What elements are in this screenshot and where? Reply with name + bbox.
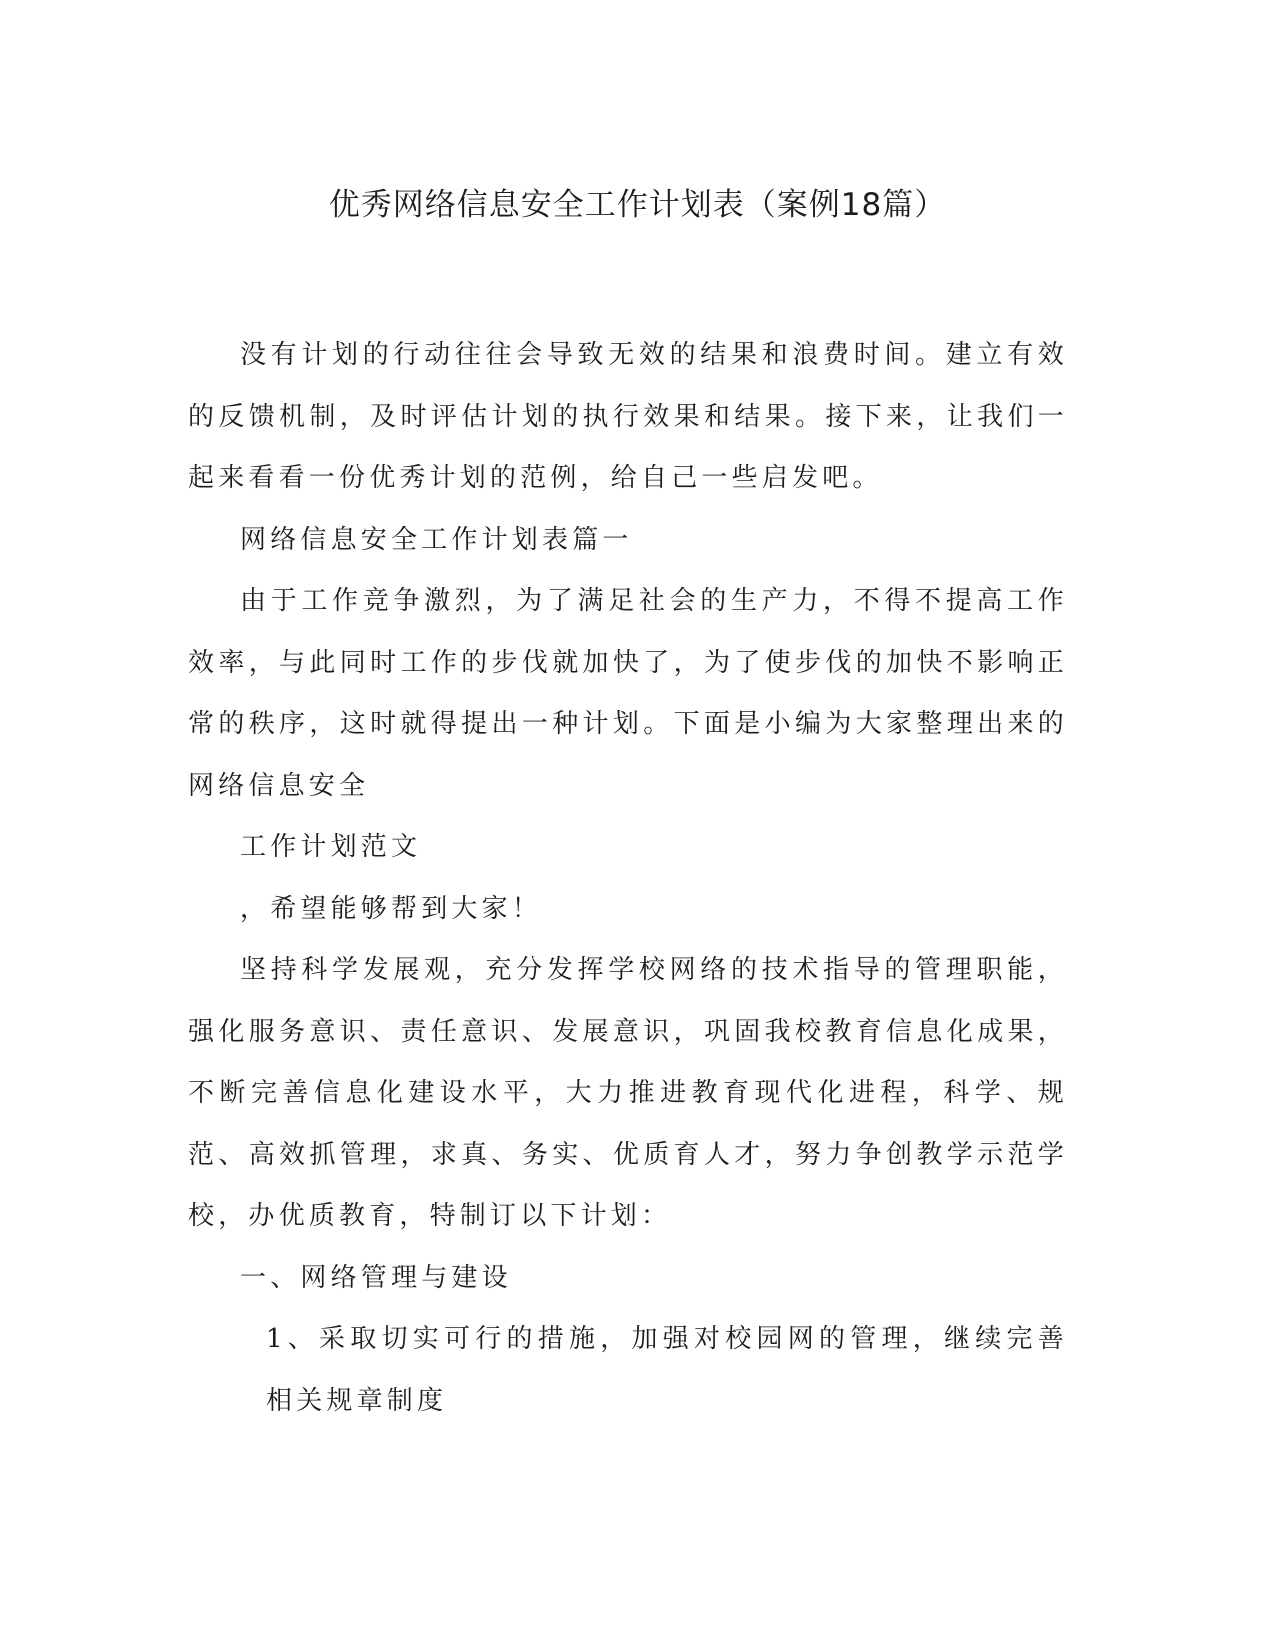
document-body: [188, 325, 1068, 1432]
body-paragraph: 工作计划范文: [240, 832, 422, 862]
intro-paragraph: 没有计划的行动往往会导致无效的结果和浪费时间。建立有效的反馈机制，及时评估计划的执行效果和结果。接下来，让我们一起来看看一份优秀计划的范例，给自己一些启发吧。: [188, 340, 1068, 493]
document-title: 优秀网络信息安全工作计划表（案例18篇）: [328, 187, 947, 223]
body-paragraph: 坚持科学发展观，充分发挥学校网络的技术指导的管理职能，强化服务意识、责任意识、发展意识，巩固我校教育信息化成果，不断完善信息化建设水平，大力推进教育现代化进程，科学、规范、高效抓管理，求真、务实、优质育人才，努力争创教学示范学校，办优质教育，特制订以下计划：: [188, 955, 1068, 1231]
body-paragraph: ，希望能够帮到大家！: [240, 893, 543, 924]
section-heading-2: 一、网络管理与建设: [240, 1262, 512, 1293]
list-item: 1、采取切实可行的措施，加强对校园网的管理，继续完善相关规章制度: [266, 1324, 1068, 1416]
body-paragraph: 由于工作竞争激烈，为了满足社会的生产力，不得不提高工作效率，与此同时工作的步伐就加快了，为了使步伐的加快不影响正常的秩序，这时就得提出一种计划。下面是小编为大家整理出来的网络信息安全: [188, 586, 1068, 801]
section-heading-1: 网络信息安全工作计划表篇一: [240, 524, 633, 555]
